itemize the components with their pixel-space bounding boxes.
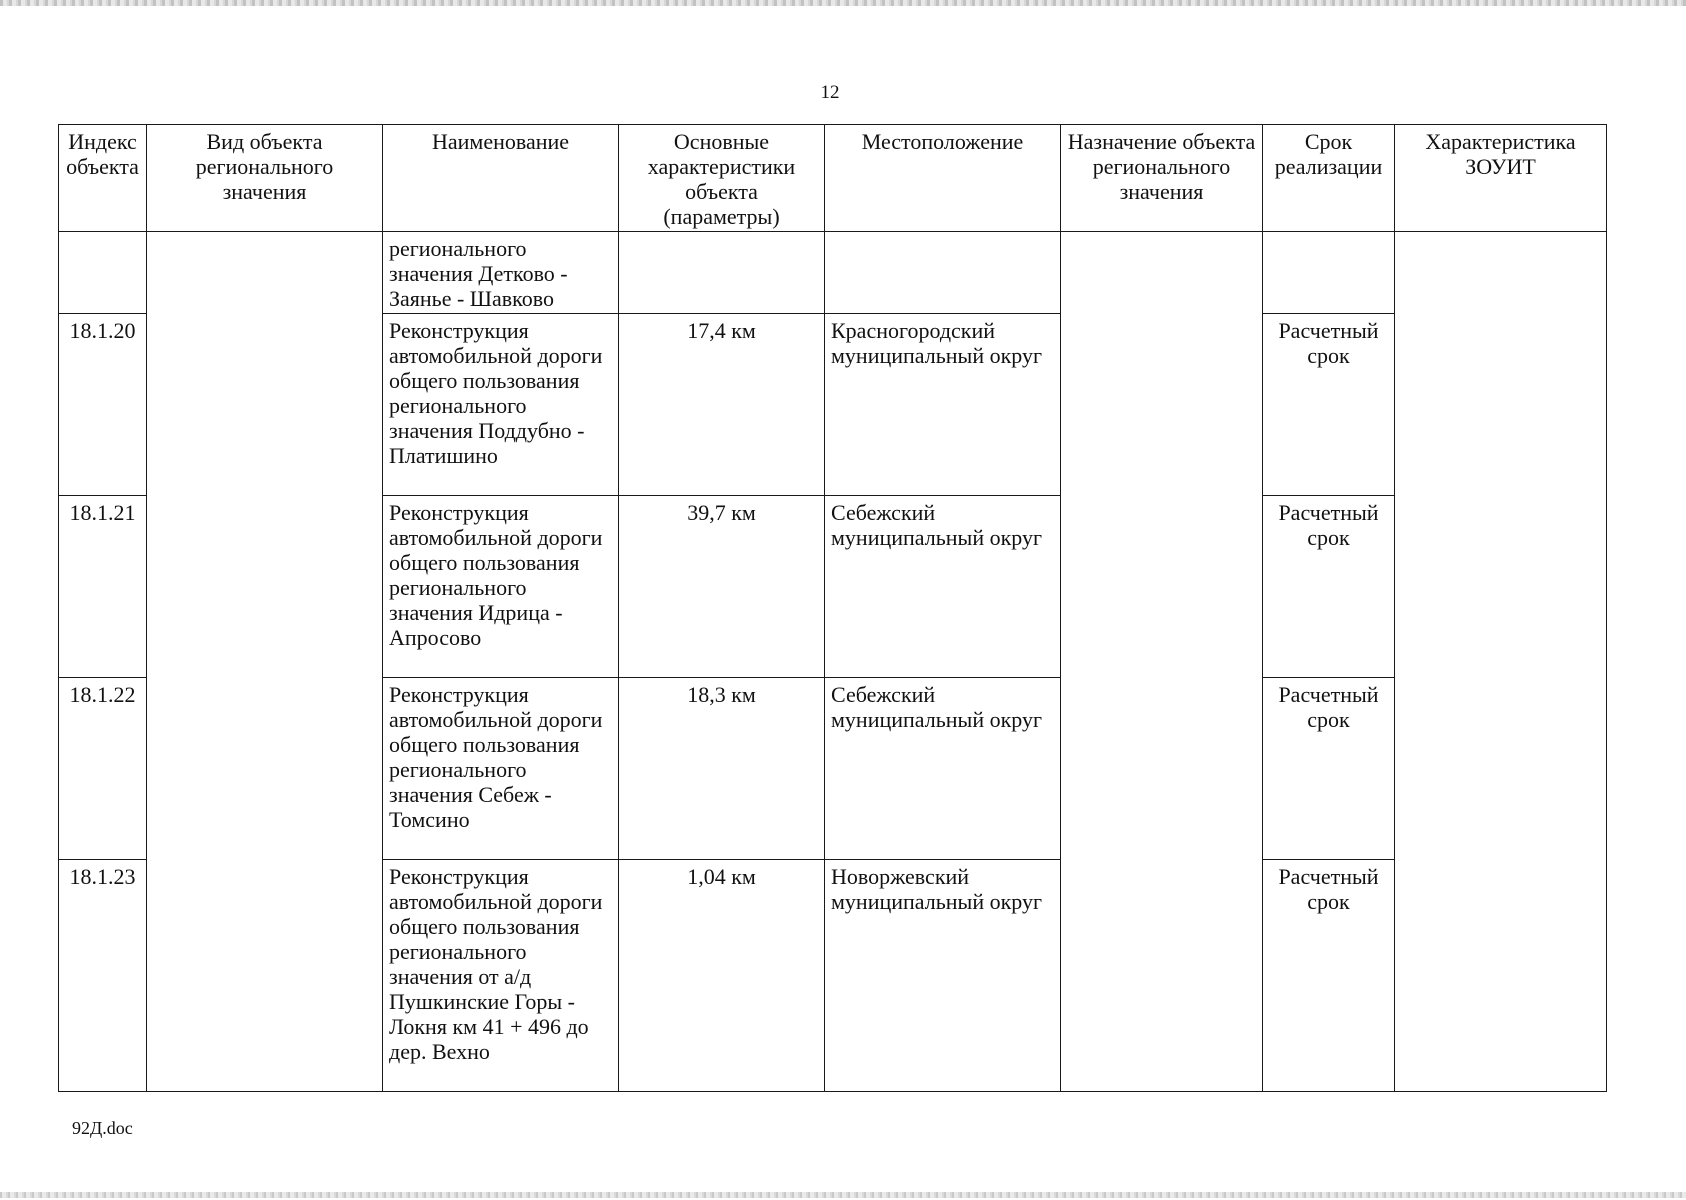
cell-name: Реконструкция автомобильной дороги общего пользования регионального значения Идрица - Апросово xyxy=(383,496,619,678)
cell-term: Расчетный срок xyxy=(1263,860,1395,1092)
cell-object-type-merged xyxy=(147,232,383,1092)
footer-file-name: 92Д.doc xyxy=(72,1118,133,1138)
cell-index xyxy=(59,232,147,314)
cell-index: 18.1.23 xyxy=(59,860,147,1092)
cell-name: регионального значения Детково - Заянье - Шавково xyxy=(383,232,619,314)
cell-parameters xyxy=(619,232,825,314)
cell-location: Красногородский муниципальный округ xyxy=(825,314,1061,496)
header-name: Наименование xyxy=(383,125,619,232)
cell-parameters: 17,4 км xyxy=(619,314,825,496)
cell-purpose-merged xyxy=(1061,232,1263,1092)
header-index: Индекс объекта xyxy=(59,125,147,232)
cell-parameters: 39,7 км xyxy=(619,496,825,678)
cell-term xyxy=(1263,232,1395,314)
cell-term: Расчетный срок xyxy=(1263,314,1395,496)
header-object-type: Вид объекта регионального значения xyxy=(147,125,383,232)
header-zouit: Характеристика ЗОУИТ xyxy=(1395,125,1607,232)
header-location: Местоположение xyxy=(825,125,1061,232)
cell-location: Новоржевский муниципальный округ xyxy=(825,860,1061,1092)
header-purpose: Назначение объекта регионального значения xyxy=(1061,125,1263,232)
cell-index: 18.1.20 xyxy=(59,314,147,496)
cell-location xyxy=(825,232,1061,314)
header-term: Срок реализации xyxy=(1263,125,1395,232)
cell-index: 18.1.22 xyxy=(59,678,147,860)
cell-name: Реконструкция автомобильной дороги общего пользования регионального значения Поддубно - Платишино xyxy=(383,314,619,496)
cell-parameters: 1,04 км xyxy=(619,860,825,1092)
cell-parameters: 18,3 км xyxy=(619,678,825,860)
header-parameters: Основные характеристики объекта (параметры) xyxy=(619,125,825,232)
cell-name: Реконструкция автомобильной дороги общего пользования регионального значения Себеж - Томсино xyxy=(383,678,619,860)
cell-location: Себежский муниципальный округ xyxy=(825,496,1061,678)
scan-edge-top xyxy=(0,0,1686,6)
table-row-continued xyxy=(59,232,1607,314)
cell-zouit-merged xyxy=(1395,232,1607,1092)
cell-term: Расчетный срок xyxy=(1263,678,1395,860)
cell-location: Себежский муниципальный округ xyxy=(825,678,1061,860)
cell-index: 18.1.21 xyxy=(59,496,147,678)
scan-edge-bottom xyxy=(0,1192,1686,1198)
objects-table xyxy=(58,124,1607,1092)
page-number: 12 xyxy=(820,82,840,103)
cell-term: Расчетный срок xyxy=(1263,496,1395,678)
table-header-row xyxy=(59,125,1607,232)
cell-name: Реконструкция автомобильной дороги общего пользования регионального значения от а/д Пушкинские Горы - Локня км 41 + 496 до дер. Вехно xyxy=(383,860,619,1092)
